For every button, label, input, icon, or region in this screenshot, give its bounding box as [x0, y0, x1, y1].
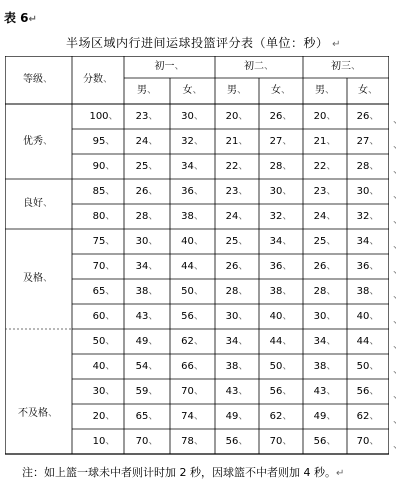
cell-time: 38、 [225, 360, 249, 372]
cell-mark-icon: 、 [193, 260, 204, 272]
row-end-mark-icon: 、 [393, 339, 403, 351]
cell-time: 59、 [135, 385, 159, 397]
return-mark-icon: ↵ [335, 468, 345, 479]
cell-mark-icon: 、 [326, 235, 337, 247]
cell-time: 56、 [225, 435, 249, 447]
row-end-mark-icon: 、 [393, 314, 403, 326]
cell-score: 90、 [92, 160, 116, 172]
cell-mark-icon: 、 [326, 210, 337, 222]
cell-time: 30、 [269, 185, 293, 197]
cell-score: 65、 [92, 285, 116, 297]
cell-mark-icon: 、 [43, 135, 53, 147]
cell-time: 36、 [269, 260, 293, 272]
cell-mark-icon: 、 [148, 110, 159, 122]
grade-label: 良好、 [23, 198, 53, 209]
grade-label: 不及格、 [18, 407, 58, 419]
row-end-mark-icon: 、 [393, 189, 403, 201]
cell-mark-icon: 、 [238, 210, 249, 222]
header-sub-female: 女、 [182, 85, 203, 96]
header-sub-female: 女、 [358, 85, 378, 96]
cell-time: 70、 [269, 435, 293, 447]
row-end-mark-icon: 、 [393, 164, 403, 176]
table-title [0, 34, 407, 51]
cell-score: 40、 [92, 360, 116, 372]
cell-time: 43、 [135, 310, 159, 322]
cell-mark-icon: 、 [282, 185, 293, 197]
cell-mark-icon: 、 [193, 410, 204, 422]
cell-mark-icon: 、 [105, 310, 116, 322]
cell-time: 32、 [269, 210, 293, 222]
cell-time: 38、 [269, 285, 293, 297]
cell-mark-icon: 、 [369, 435, 380, 447]
cell-time: 23、 [225, 185, 249, 197]
return-mark-icon: ↵ [328, 39, 342, 50]
cell-mark-icon: 、 [369, 360, 380, 372]
cell-mark-icon: 、 [326, 310, 337, 322]
cell-time: 34、 [313, 335, 337, 347]
cell-time: 24、 [313, 210, 337, 222]
cell-time: 49、 [313, 410, 337, 422]
cell-time: 26、 [356, 110, 380, 122]
cell-time: 74、 [181, 410, 204, 422]
cell-mark-icon: 、 [325, 85, 335, 96]
cell-score: 85、 [92, 185, 116, 197]
cell-mark-icon: 、 [237, 85, 247, 96]
header-sub-male: 男、 [227, 85, 247, 96]
cell-mark-icon: 、 [326, 410, 337, 422]
cell-score: 60、 [92, 310, 116, 322]
row-end-mark-icon: 、 [393, 289, 403, 301]
row-end-mark-icon: 、 [393, 139, 403, 151]
cell-mark-icon: 、 [326, 110, 337, 122]
cell-time: 26、 [135, 185, 159, 197]
cell-time: 43、 [313, 385, 337, 397]
cell-time: 70、 [135, 435, 159, 447]
cell-time: 28、 [313, 285, 337, 297]
cell-mark-icon: 、 [264, 61, 274, 72]
cell-mark-icon: 、 [174, 61, 185, 72]
cell-mark-icon: 、 [281, 85, 291, 96]
grade-label: 优秀、 [23, 135, 53, 147]
cell-mark-icon: 、 [238, 335, 249, 347]
cell-mark-icon: 、 [282, 435, 293, 447]
footnote-text: 注：如上篮一球未中者则计时加 2 秒，因球篮不中者则加 4 秒。 [22, 466, 336, 479]
cell-time: 28、 [269, 160, 293, 172]
cell-time: 38、 [356, 285, 380, 297]
cell-time: 70、 [181, 385, 204, 397]
header-group-2: 初二、 [244, 61, 274, 72]
cell-mark-icon: 、 [105, 360, 116, 372]
cell-time: 50、 [356, 360, 380, 372]
cell-mark-icon: 、 [148, 385, 159, 397]
cell-mark-icon: 、 [148, 285, 159, 297]
cell-mark-icon: 、 [326, 285, 337, 297]
cell-mark-icon: 、 [282, 260, 293, 272]
header-grade: 等级、 [23, 74, 53, 85]
cell-time: 34、 [181, 160, 204, 172]
cell-mark-icon: 、 [238, 435, 249, 447]
cell-time: 38、 [135, 285, 159, 297]
cell-mark-icon: 、 [238, 185, 249, 197]
cell-mark-icon: 、 [282, 135, 293, 147]
cell-time: 25、 [225, 235, 249, 247]
cell-time: 23、 [313, 185, 337, 197]
cell-mark-icon: 、 [105, 285, 116, 297]
cell-mark-icon: 、 [369, 110, 380, 122]
cell-time: 30、 [356, 185, 380, 197]
row-end-mark-icon: 、 [393, 239, 403, 251]
cell-time: 66、 [181, 360, 204, 372]
cell-mark-icon: 、 [369, 310, 380, 322]
cell-mark-icon: 、 [351, 61, 361, 72]
cell-mark-icon: 、 [192, 85, 203, 96]
cell-time: 44、 [181, 260, 204, 272]
cell-mark-icon: 、 [326, 385, 337, 397]
cell-mark-icon: 、 [282, 235, 293, 247]
cell-mark-icon: 、 [148, 160, 159, 172]
cell-mark-icon: 、 [282, 335, 293, 347]
cell-mark-icon: 、 [105, 385, 116, 397]
cell-mark-icon: 、 [105, 160, 116, 172]
cell-time: 49、 [225, 410, 249, 422]
cell-mark-icon: 、 [193, 285, 204, 297]
cell-mark-icon: 、 [193, 385, 204, 397]
cell-mark-icon: 、 [238, 385, 249, 397]
cell-mark-icon: 、 [326, 260, 337, 272]
cell-time: 20、 [225, 110, 249, 122]
cell-time: 28、 [225, 285, 249, 297]
cell-time: 56、 [181, 310, 204, 322]
cell-mark-icon: 、 [105, 435, 116, 447]
return-mark-icon: ↵ [28, 14, 37, 25]
row-end-mark-icon: 、 [393, 364, 403, 376]
header-group-3: 初三、 [331, 61, 361, 72]
cell-mark-icon: 、 [105, 235, 116, 247]
row-end-mark-icon: 、 [393, 264, 403, 276]
cell-time: 21、 [225, 135, 249, 147]
cell-mark-icon: 、 [369, 185, 380, 197]
cell-mark-icon: 、 [193, 360, 204, 372]
cell-mark-icon: 、 [326, 360, 337, 372]
cell-mark-icon: 、 [369, 160, 380, 172]
cell-mark-icon: 、 [193, 210, 204, 222]
footnote [22, 464, 344, 480]
cell-time: 25、 [135, 160, 159, 172]
cell-time: 22、 [225, 160, 249, 172]
cell-mark-icon: 、 [368, 85, 378, 96]
cell-mark-icon: 、 [369, 260, 380, 272]
cell-mark-icon: 、 [282, 385, 293, 397]
cell-mark-icon: 、 [105, 260, 116, 272]
cell-mark-icon: 、 [369, 385, 380, 397]
cell-mark-icon: 、 [148, 260, 159, 272]
header-score: 分数、 [83, 74, 113, 85]
cell-time: 38、 [313, 360, 337, 372]
cell-score: 10、 [92, 435, 116, 447]
cell-time: 22、 [313, 160, 337, 172]
cell-score: 20、 [92, 410, 116, 422]
cell-time: 70、 [356, 435, 380, 447]
cell-mark-icon: 、 [326, 135, 337, 147]
cell-mark-icon: 、 [48, 407, 58, 419]
cell-mark-icon: 、 [238, 160, 249, 172]
row-end-mark-icon: 、 [393, 214, 403, 226]
cell-time: 56、 [313, 435, 337, 447]
cell-time: 34、 [356, 235, 380, 247]
table-number [4, 9, 37, 26]
cell-mark-icon: 、 [108, 110, 119, 122]
cell-mark-icon: 、 [148, 335, 159, 347]
cell-time: 20、 [313, 110, 337, 122]
cell-mark-icon: 、 [369, 335, 380, 347]
cell-time: 78、 [181, 435, 204, 447]
cell-mark-icon: 、 [193, 160, 204, 172]
cell-mark-icon: 、 [282, 160, 293, 172]
header-group-1: 初一、 [154, 61, 185, 72]
cell-time: 38、 [181, 210, 204, 222]
cell-time: 32、 [356, 210, 380, 222]
cell-time: 24、 [225, 210, 249, 222]
cell-mark-icon: 、 [369, 210, 380, 222]
cell-mark-icon: 、 [369, 410, 380, 422]
cell-mark-icon: 、 [105, 335, 116, 347]
cell-time: 65、 [135, 410, 159, 422]
cell-mark-icon: 、 [238, 360, 249, 372]
cell-time: 56、 [269, 385, 293, 397]
grade-label: 及格、 [23, 273, 53, 284]
cell-mark-icon: 、 [238, 110, 249, 122]
cell-time: 28、 [356, 160, 380, 172]
cell-mark-icon: 、 [238, 410, 249, 422]
cell-time: 30、 [313, 310, 337, 322]
cell-score: 75、 [92, 235, 116, 247]
cell-mark-icon: 、 [43, 74, 53, 85]
cell-time: 50、 [269, 360, 293, 372]
cell-mark-icon: 、 [43, 273, 53, 284]
cell-mark-icon: 、 [148, 360, 159, 372]
cell-mark-icon: 、 [282, 360, 293, 372]
cell-time: 25、 [313, 235, 337, 247]
cell-mark-icon: 、 [326, 335, 337, 347]
header-sub-male: 男、 [137, 85, 157, 96]
cell-mark-icon: 、 [148, 310, 159, 322]
cell-mark-icon: 、 [193, 185, 204, 197]
cell-time: 30、 [225, 310, 249, 322]
cell-mark-icon: 、 [238, 135, 249, 147]
cell-time: 26、 [313, 260, 337, 272]
cell-time: 26、 [225, 260, 249, 272]
cell-mark-icon: 、 [148, 185, 159, 197]
cell-time: 56、 [356, 385, 380, 397]
cell-time: 49、 [135, 335, 159, 347]
cell-mark-icon: 、 [148, 410, 159, 422]
cell-time: 44、 [356, 335, 380, 347]
cell-mark-icon: 、 [326, 435, 337, 447]
cell-mark-icon: 、 [282, 110, 293, 122]
cell-mark-icon: 、 [147, 85, 157, 96]
cell-mark-icon: 、 [238, 260, 249, 272]
cell-time: 30、 [135, 235, 159, 247]
cell-mark-icon: 、 [282, 210, 293, 222]
header-sub-female: 女、 [271, 85, 291, 96]
table-title-text: 半场区域内行进间运球投篮评分表（单位：秒） [65, 36, 329, 50]
cell-time: 30、 [181, 110, 204, 122]
cell-time: 40、 [269, 310, 293, 322]
cell-mark-icon: 、 [326, 160, 337, 172]
cell-mark-icon: 、 [148, 210, 159, 222]
cell-mark-icon: 、 [238, 235, 249, 247]
header-sub-male: 男、 [315, 85, 335, 96]
cell-mark-icon: 、 [193, 310, 204, 322]
cell-time: 34、 [135, 260, 159, 272]
table-number-text: 表 6 [4, 11, 29, 25]
cell-mark-icon: 、 [193, 110, 204, 122]
cell-mark-icon: 、 [369, 235, 380, 247]
cell-mark-icon: 、 [148, 235, 159, 247]
cell-mark-icon: 、 [326, 185, 337, 197]
cell-score: 50、 [92, 335, 116, 347]
cell-time: 27、 [269, 135, 293, 147]
cell-time: 62、 [181, 335, 204, 347]
cell-time: 62、 [356, 410, 380, 422]
cell-mark-icon: 、 [105, 410, 116, 422]
cell-time: 24、 [135, 135, 159, 147]
cell-time: 34、 [269, 235, 293, 247]
cell-time: 62、 [269, 410, 293, 422]
cell-score: 100、 [89, 110, 119, 122]
cell-time: 40、 [356, 310, 380, 322]
cell-mark-icon: 、 [238, 285, 249, 297]
cell-time: 34、 [225, 335, 249, 347]
cell-score: 70、 [92, 260, 116, 272]
row-end-mark-icon: 、 [393, 439, 403, 451]
cell-mark-icon: 、 [369, 285, 380, 297]
cell-time: 54、 [135, 360, 159, 372]
cell-score: 95、 [92, 135, 116, 147]
cell-mark-icon: 、 [105, 185, 116, 197]
cell-time: 27、 [356, 135, 380, 147]
cell-mark-icon: 、 [105, 210, 116, 222]
cell-time: 50、 [181, 285, 204, 297]
cell-score: 30、 [92, 385, 116, 397]
cell-mark-icon: 、 [148, 435, 159, 447]
cell-mark-icon: 、 [193, 235, 204, 247]
cell-mark-icon: 、 [105, 135, 116, 147]
cell-mark-icon: 、 [238, 310, 249, 322]
cell-time: 32、 [181, 135, 204, 147]
cell-mark-icon: 、 [103, 74, 113, 85]
cell-time: 26、 [269, 110, 293, 122]
cell-time: 23、 [135, 110, 159, 122]
cell-mark-icon: 、 [193, 435, 204, 447]
cell-mark-icon: 、 [369, 135, 380, 147]
row-end-mark-icon: 、 [393, 389, 403, 401]
cell-time: 40、 [181, 235, 204, 247]
cell-mark-icon: 、 [282, 310, 293, 322]
cell-time: 36、 [356, 260, 380, 272]
cell-score: 80、 [92, 210, 116, 222]
cell-time: 43、 [225, 385, 249, 397]
cell-mark-icon: 、 [282, 285, 293, 297]
cell-time: 21、 [313, 135, 337, 147]
cell-mark-icon: 、 [282, 410, 293, 422]
row-end-mark-icon: 、 [393, 414, 403, 426]
cell-mark-icon: 、 [43, 198, 53, 209]
cell-time: 36、 [181, 185, 204, 197]
row-end-mark-icon: 、 [393, 114, 403, 126]
cell-time: 44、 [269, 335, 293, 347]
cell-mark-icon: 、 [148, 135, 159, 147]
cell-mark-icon: 、 [193, 335, 204, 347]
cell-time: 28、 [135, 210, 159, 222]
cell-mark-icon: 、 [193, 135, 204, 147]
